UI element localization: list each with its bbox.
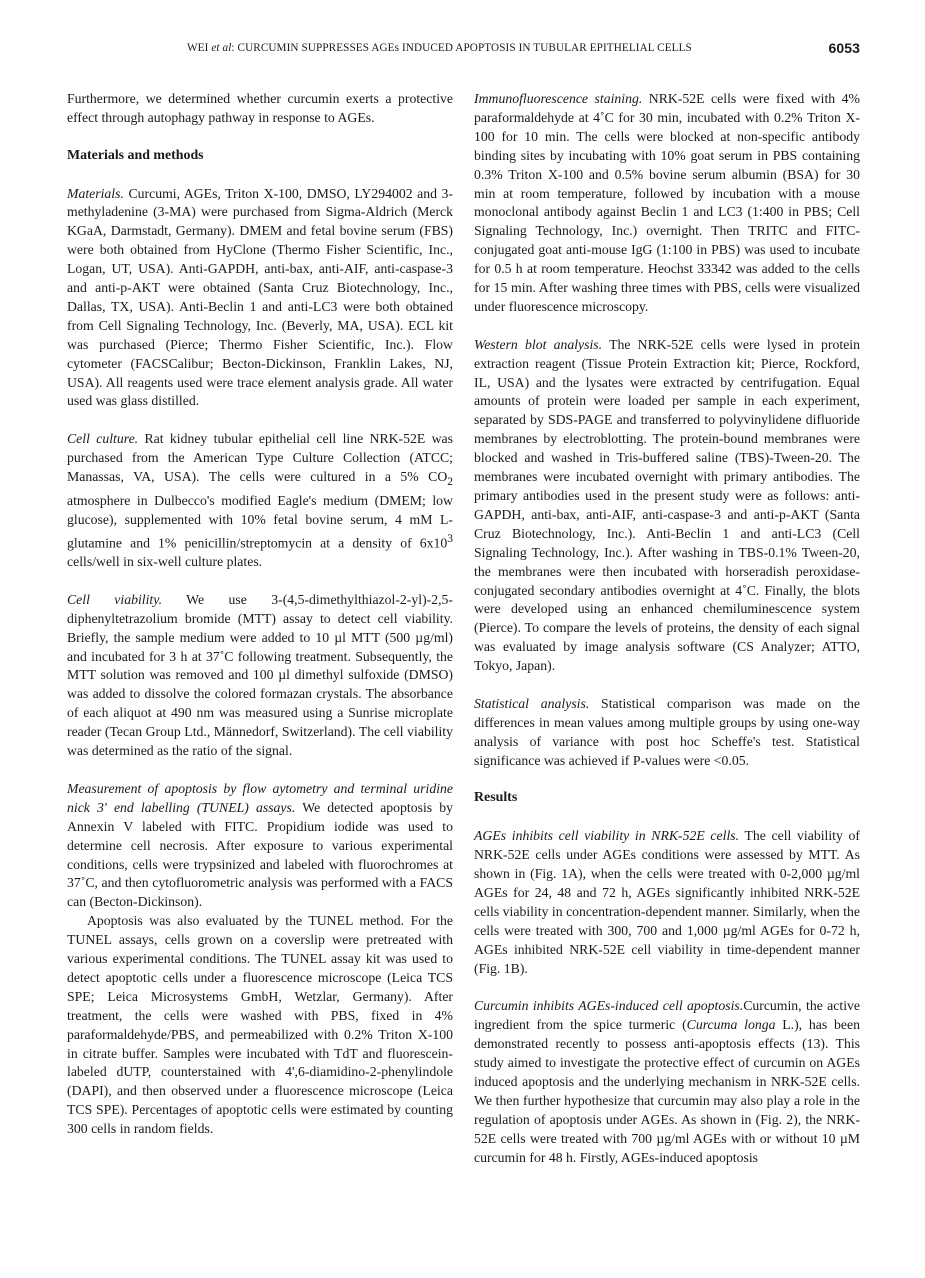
western-blot-lead: Western blot analysis. — [474, 336, 603, 352]
tunel-paragraph: Apoptosis was also evaluated by the TUNEL method. For the TUNEL assays, cells grown on a coverslip were pretreated with various experimental conditions. The TUNEL assay kit was used to detect apoptotic cells under a fluorescence microscope (Leica TCS SPE; Leica Microsystems GmbH, Wetzlar, Germany). After treatment, the cells were washed with PBS, fixed in 4% paraformaldehyde/PBS, and permeabilized with 0.2% Triton X-100 in citrate buffer. Samples were incubated with TdT and fluorescein-labeled dUTP, counterstained with 4',6-diamidino-2-phenylindole (DAPI), and then observed under a fluorescence microscope (Leica TCS SPE). Percentages of apoptotic cells were estimated by counting 300 cells in random fields. — [67, 913, 453, 1137]
results-viability-text: The cell viability of NRK-52E cells under AGEs conditions were assessed by MTT. As shown in (Fig. 1A), when the cells were treated with 0-2,000 µg/ml AGEs for 24, 48 and 72 h, AGEs significantly inhibited NRK-52E cells viability in concentration-dependent manner. Similarly, when the cells were treated with 300, 700 and 1,000 µg/ml AGEs for 0-72 h, AGEs inhibited NRK-52E cell viability in time-dependent manner (Fig. 1B). — [474, 828, 860, 976]
right-column — [474, 90, 860, 1168]
left-column — [67, 90, 453, 1139]
density-superscript: 3 — [447, 532, 453, 545]
results-apoptosis-paragraph — [474, 997, 860, 1167]
section-heading-methods: Materials and methods — [67, 147, 204, 163]
cell-viability-paragraph — [67, 591, 453, 761]
cell-viability-text: We use 3-(4,5-dimethylthiazol-2-yl)-2,5-diphenyltetrazolium bromide (MTT) assay to detect cell viability. Briefly, the sample medium were added to 10 µl MTT (500 µg/ml) and incubated for 3 h at 37˚C following treatment. Subsequently, the MTT solution was removed and 100 µl dimethyl sulfoxide (DMSO) was added to dissolve the colored formazan crystals. The absorbance of each aliquot at 490 nm was measured using a Sunrise microplate reader (Tecan Group Ltd., Männedorf, Switzerland). The cell viability was determined as the ratio of the signal. — [67, 591, 454, 759]
cell-culture-paragraph — [67, 430, 453, 572]
results-apoptosis-text-1: Curcumin, the active ingredient from the spice turmeric ( — [474, 998, 860, 1033]
cell-culture-lead: Cell culture. — [67, 431, 139, 447]
section-heading-results: Results — [474, 790, 518, 806]
results-apoptosis-lead: Curcumin inhibits AGEs-induced cell apoptosis. — [474, 998, 744, 1014]
cell-culture-text-1: Rat kidney tubular epithelial cell line NRK-52E was purchased from the American Type Culture Collection (ATCC; Manassas, VA, USA). The cells were cultured in a 5% CO — [67, 431, 453, 485]
running-title-text: : CURCUMIN SUPPRESSES AGEs INDUCED APOPTOSIS IN TUBULAR EPITHELIAL CELLS — [231, 42, 692, 54]
results-viability-paragraph — [474, 827, 860, 978]
materials-text: Curcumi, AGEs, Triton X-100, DMSO, LY294002 and 3-methyladenine (3-MA) were purchased from Sigma-Aldrich (Merck KGaA, Darmstadt, Germany). DMEM and fetal bovine serum (FBS) were both obtained from HyClone (Thermo Fisher Scientific, Inc., Logan, UT, USA). Anti-GAPDH, anti-bax, anti-AIF, anti-caspase-3 and anti-p-AKT were obtained (Santa Cruz Biotechnology, Inc., Dallas, TX, USA). Anti-Beclin 1 and anti-LC3 were both obtained from Cell Signaling Technology, Inc. (Beverly, MA, USA). ECL kit was purchased (Pierce; Thermo Fisher Scientific, Inc.). Flow cytometer (FACSCalibur; Becton-Dickinson, Franklin Lakes, NJ, USA). All reagents used were trace element analysis grade. All water used was glass distilled. — [67, 185, 453, 409]
running-authors: WEI — [187, 42, 212, 54]
western-blot-paragraph — [474, 336, 860, 676]
immunofluorescence-paragraph — [474, 90, 860, 317]
page-number: 6053 — [828, 40, 860, 56]
apoptosis-paragraph — [67, 780, 453, 912]
cell-viability-lead: Cell viability. — [67, 591, 163, 607]
immunofluorescence-text: NRK-52E cells were fixed with 4% paraformaldehyde at 4˚C for 30 min, incubated with 0.2% Triton X-100 for 10 min. The cells were blocked at non-specific antibody binding sites by incubating with 10% goat serum in PBS containing 0.3% Triton X-100 and 0.5% bovine serum albumin (BSA) for 30 min at room temperature, followed by incubation with a mouse monoclonal antibody against Beclin 1 and LC3 (1:400 in PBS; Cell Signaling Technology, Inc.) overnight. Then TRITC and FITC-conjugated goat anti-mouse IgG (1:100 in PBS) was used to incubate for 0.5 h at room temperature. Heochst 33342 was added to the cells for 15 min. After washing three times with PBS, cells were visualized under fluorescence microscopy. — [474, 91, 860, 314]
immunofluorescence-lead: Immunofluorescence staining. — [474, 91, 643, 106]
running-head — [67, 40, 860, 60]
co2-subscript: 2 — [447, 475, 453, 488]
western-blot-text: The NRK-52E cells were lysed in protein extraction reagent (Tissue Protein Extraction kit; Pierce, Rockford, IL, USA) and the lysates were extracted by centrifugation. Equal amounts of protein were loaded per sample in each experiment, separated by SDS-PAGE and transferred to polyvinylidene difluoride membranes by electroblotting. The protein-bound membranes were blocked and washed in Tris-buffered saline (TBS)-Tween-20. The membranes were incubated overnight with primary antibodies. The primary antibodies used in the present study were as follows: anti-GAPDH, anti-bax, anti-AIF, anti-caspase-3 and anti-p-AKT (Santa Cruz Biotechnology, Inc.). Anti-Beclin 1 and anti-LC3 (Cell Signaling Technology, Inc.). After washing in TBS-0.1% Tween-20, the membranes were then incubated with horseradish peroxidase-conjugated secondary antibodies overnight at 4˚C. Finally, the blots were developed using an enhanced chemiluminescence system (Pierce). To compare the levels of proteins, the density of each signal was evaluated by image analysis software (CS Analyzer; ATTO, Tokyo, Japan). — [474, 336, 860, 674]
apoptosis-lead: Measurement of apoptosis by flow aytometry and terminal uridine nick 3' end labelling (TUNEL) assays. — [67, 780, 453, 815]
running-title — [187, 42, 692, 54]
statistical-analysis-paragraph — [474, 695, 860, 771]
materials-paragraph — [67, 185, 453, 412]
statistical-analysis-lead: Statistical analysis. — [474, 695, 590, 711]
running-et-al: et al — [211, 42, 232, 54]
results-apoptosis-text-2: L.), has been demonstrated recently to possess anti-apoptosis effects (13). This study aimed to investigate the protective effect of curcumin on AGEs induced apoptosis and the underlying mechanism in NRK-52E cells. We then further hypothesize that curcumin may also play a role in the regulation of apoptosis under AGEs. As shown in (Fig. 2), the NRK-52E cells were treated with 700 µg/ml AGEs with or without 10 µM curcumin for 48 h. Firstly, AGEs-induced apoptosis — [474, 1017, 860, 1165]
intro-paragraph-tail: Furthermore, we determined whether curcumin exerts a protective effect through autophagy pathway in response to AGEs. — [67, 91, 453, 125]
species-name: Curcuma longa — [686, 1017, 776, 1033]
materials-lead: Materials. — [67, 185, 124, 201]
cell-culture-text-3: cells/well in six-well culture plates. — [67, 554, 263, 570]
results-viability-lead: AGEs inhibits cell viability in NRK-52E cells. — [474, 828, 740, 844]
cell-culture-text-2: atmosphere in Dulbecco's modified Eagle's medium (DMEM; low glucose), supplemented with 10% fetal bovine serum, 4 mM L-glutamine and 1% penicillin/streptomycin at a density of 6x10 — [67, 492, 453, 551]
apoptosis-text: We detected apoptosis by Annexin V labeled with FITC. Propidium iodide was used to determine cell necrosis. After exposure to various experimental conditions, cells were trypsinized and labeled with fluorochromes at 37˚C, and then cytofluorometric analysis was performed with a FACS can (Becton-Dickinson). — [67, 799, 454, 910]
statistical-analysis-text: Statistical comparison was made on the differences in mean values among multiple groups by using one-way analysis of variance with post hoc Scheffe's test. Statistical significance was achieved if P-values were <0.05. — [474, 695, 860, 768]
